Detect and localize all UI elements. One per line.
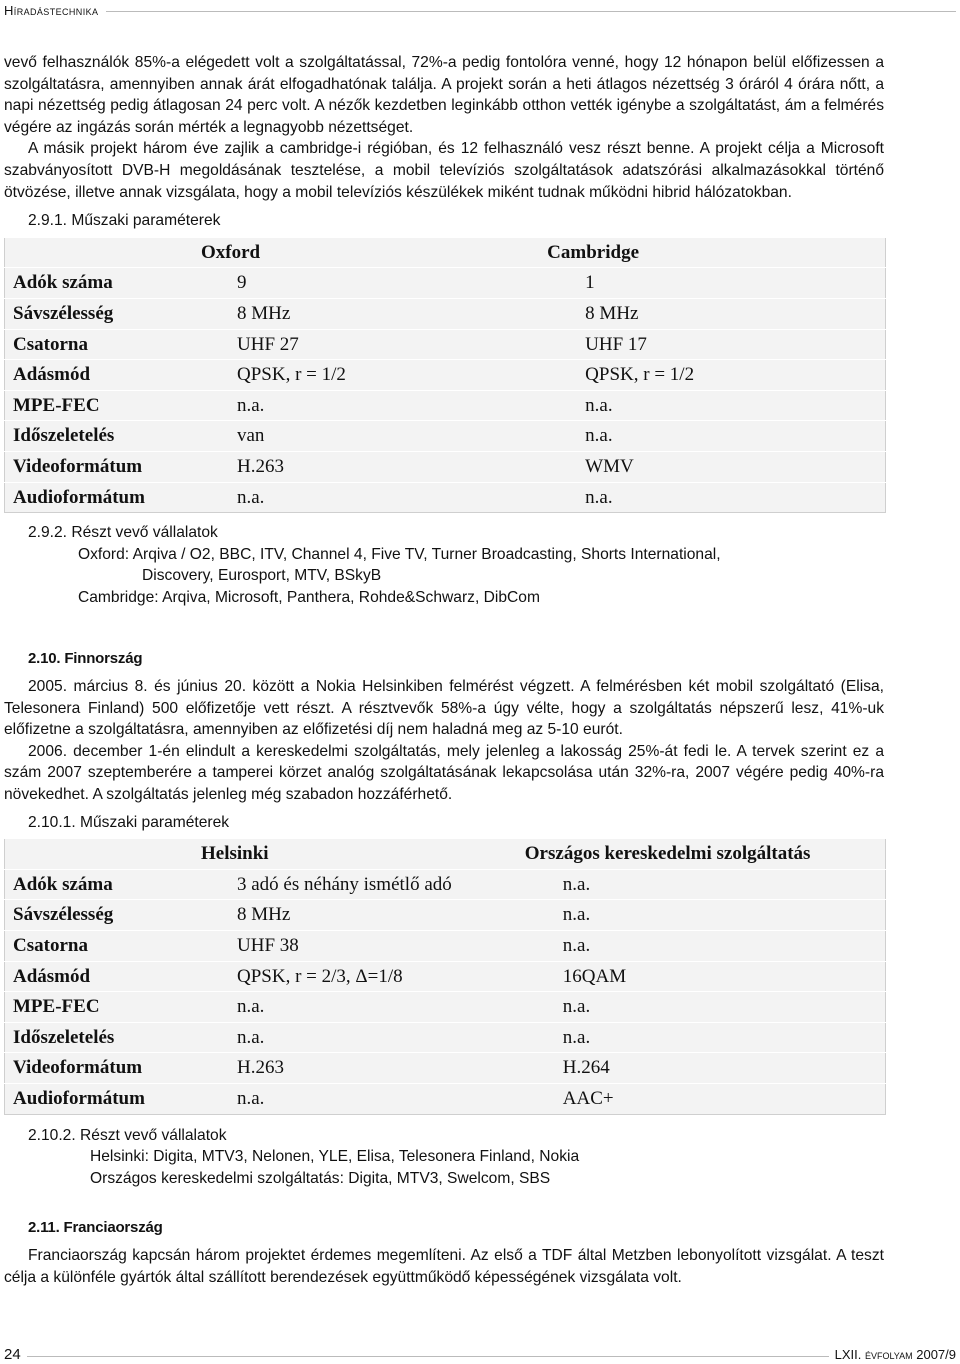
oxford-value: van — [189, 421, 541, 452]
footer-rule — [4, 1356, 956, 1357]
helsinki-value: UHF 38 — [189, 931, 519, 962]
national-value: n.a. — [519, 931, 886, 962]
param-label: Sávszélesség — [5, 298, 190, 329]
oxford-cambridge-params-table — [4, 237, 886, 513]
table-row — [5, 298, 886, 329]
helsinki-national-params-table — [4, 838, 886, 1114]
table-header-row — [5, 237, 886, 268]
param-label: Adók száma — [5, 869, 190, 900]
table-header-cell — [5, 839, 190, 870]
national-value: n.a. — [519, 992, 886, 1023]
intro-paragraph-1: vevő felhasználók 85%-a elégedett volt a szolgáltatással, 72%-a pedig fontolóra venné, hogy 12 hónapon belül előfizessen a szolgáltatásra, amennyiben annak árát elfogadhatónak találja. A projekt során a heti átlagos nézettség 3 óráról 4 órára nőtt, a napi nézettség pedig átlagosan 24 perc volt. A nézők kezdetben leginkább otthon vették igénybe a szolgáltatást, ám a felmérés végére az ingázás során mérték a legnagyobb nézettséget. — [4, 54, 884, 136]
param-label: Csatorna — [5, 329, 190, 360]
table-row — [5, 451, 886, 482]
table-header-cell: Cambridge — [541, 237, 885, 268]
cambridge-value: 8 MHz — [541, 298, 885, 329]
table-row — [5, 329, 886, 360]
oxford-value: QPSK, r = 1/2 — [189, 360, 541, 391]
table-row — [5, 992, 886, 1023]
helsinki-value: H.263 — [189, 1053, 519, 1084]
param-label: Időszeletelés — [5, 421, 190, 452]
table-row — [5, 360, 886, 391]
table-header-cell — [5, 237, 190, 268]
oxford-value: 8 MHz — [189, 298, 541, 329]
param-label: MPE-FEC — [5, 992, 190, 1023]
national-value: n.a. — [519, 900, 886, 931]
helsinki-value: 8 MHz — [189, 900, 519, 931]
subsection-title-2-9-1: 2.9.1. Műszaki paraméterek — [28, 212, 221, 230]
param-label: Audioformátum — [5, 1083, 190, 1114]
cambridge-value: 1 — [541, 268, 885, 299]
helsinki-value: n.a. — [189, 1083, 519, 1114]
param-label: Videoformátum — [5, 451, 190, 482]
param-label: Audioformátum — [5, 482, 190, 513]
header-rule — [4, 11, 956, 12]
oxford-value: n.a. — [189, 482, 541, 513]
france-paragraph-1: Franciaország kapcsán három projektet érdemes megemlíteni. Az első a TDF által Metzben lebonyolított vizsgálat. A teszt célja a különféle gyártók által szállított berendezések együttműködő képességének vizsgálata volt. — [4, 1246, 884, 1286]
participants-list-2-9-2 — [4, 544, 884, 609]
running-footer — [4, 1346, 956, 1364]
table-row — [5, 931, 886, 962]
param-label: Adók száma — [5, 268, 190, 299]
national-value: AAC+ — [519, 1083, 886, 1114]
param-label: Időszeletelés — [5, 1022, 190, 1053]
param-label: Adásmód — [5, 360, 190, 391]
intro-paragraph-2: A másik projekt három éve zajlik a cambridge-i régióban, és 12 felhasználó vesz részt benne. A projekt célja a Microsoft szabványosított DVB-H megoldásának tesztelése, a mobil televíziós szolgáltatások adatszórási alkalmazásokkal történő ötvözése, illetve annak vizsgálata, hogy a mobil televíziós készülékek miként tudnak működni hibrid hálózatokban. — [4, 140, 884, 201]
helsinki-value: QPSK, r = 2/3, Δ=1/8 — [189, 961, 519, 992]
table-row — [5, 1053, 886, 1084]
subsection-title-2-9-2: 2.9.2. Részt vevő vállalatok — [28, 524, 218, 542]
national-value: H.264 — [519, 1053, 886, 1084]
subsection-title-2-10-1: 2.10.1. Műszaki paraméterek — [28, 813, 230, 831]
param-label: Sávszélesség — [5, 900, 190, 931]
oxford-participants: Oxford: Arqiva / O2, BBC, ITV, Channel 4, Five TV, Turner Broadcasting, Shorts International, — [78, 545, 721, 563]
page-number: 24 — [4, 1346, 27, 1364]
param-label: Csatorna — [5, 931, 190, 962]
cambridge-value: WMV — [541, 451, 885, 482]
running-header — [4, 2, 956, 24]
table-header-row — [5, 839, 886, 870]
table-header-cell: Oxford — [189, 237, 541, 268]
participants-list-2-10-2 — [4, 1146, 884, 1189]
table-row — [5, 1022, 886, 1053]
finland-paragraph-2: 2006. december 1-én elindult a kereskedelmi szolgáltatás, mely jelenleg a lakosság 25%-át fedi le. A tervek szerint ez a szám 2007 szeptemberére a tamperei körzet analóg szolgáltatásának lekapcsolása után 32%-ra, 2007 végére pedig 40%-ra növekedhet. A szolgáltatás jelenleg még szabadon hozzáférhető. — [4, 742, 884, 804]
helsinki-value: 3 adó és néhány ismétlő adó — [189, 869, 519, 900]
journal-title: Híradástechnika — [4, 2, 106, 20]
oxford-value: n.a. — [189, 390, 541, 421]
national-participants: Országos kereskedelmi szolgáltatás: Digita, MTV3, Swelcom, SBS — [90, 1169, 551, 1187]
helsinki-value: n.a. — [189, 1022, 519, 1053]
oxford-value: H.263 — [189, 451, 541, 482]
finland-paragraph-1: 2005. március 8. és június 20. között a Nokia Helsinkiben felmérést végzett. A felmérésben két mobil szolgáltató (Elisa, Telesonera Finland) 500 előfizetője vett részt. A résztvevők 58%-a úgy vélte, hogy a szolgáltatás népszerű lesz, 41%-uk előfizetne a szolgáltatásra, amennyiben az előfizetési díj nem haladná meg az 5-10 eurót. — [4, 678, 884, 739]
table-row — [5, 961, 886, 992]
volume-info: LXII. évfolyam 2007/9 — [829, 1346, 956, 1364]
table-row — [5, 869, 886, 900]
helsinki-value: n.a. — [189, 992, 519, 1023]
cambridge-value: UHF 17 — [541, 329, 885, 360]
param-label: Adásmód — [5, 961, 190, 992]
table-header-cell: Helsinki — [189, 839, 519, 870]
param-label: MPE-FEC — [5, 390, 190, 421]
subsection-title-2-10-2: 2.10.2. Részt vevő vállalatok — [28, 1126, 227, 1144]
oxford-participants-continued: Discovery, Eurosport, MTV, BSkyB — [142, 567, 382, 585]
section-title-2-11: 2.11. Franciaország — [28, 1219, 163, 1237]
table-row — [5, 900, 886, 931]
helsinki-participants: Helsinki: Digita, MTV3, Nelonen, YLE, Elisa, Telesonera Finland, Nokia — [90, 1148, 580, 1166]
cambridge-value: n.a. — [541, 482, 885, 513]
table-row — [5, 482, 886, 513]
cambridge-participants: Cambridge: Arqiva, Microsoft, Panthera, Rohde&Schwarz, DibCom — [78, 588, 540, 606]
table-row — [5, 1083, 886, 1114]
param-label: Videoformátum — [5, 1053, 190, 1084]
table-row — [5, 268, 886, 299]
oxford-value: UHF 27 — [189, 329, 541, 360]
cambridge-value: QPSK, r = 1/2 — [541, 360, 885, 391]
cambridge-value: n.a. — [541, 390, 885, 421]
oxford-value: 9 — [189, 268, 541, 299]
section-title-2-10: 2.10. Finnország — [28, 650, 143, 668]
article-body — [4, 52, 884, 1288]
national-value: 16QAM — [519, 961, 886, 992]
table-row — [5, 390, 886, 421]
national-value: n.a. — [519, 869, 886, 900]
table-header-cell: Országos kereskedelmi szolgáltatás — [519, 839, 886, 870]
table-row — [5, 421, 886, 452]
cambridge-value: n.a. — [541, 421, 885, 452]
national-value: n.a. — [519, 1022, 886, 1053]
